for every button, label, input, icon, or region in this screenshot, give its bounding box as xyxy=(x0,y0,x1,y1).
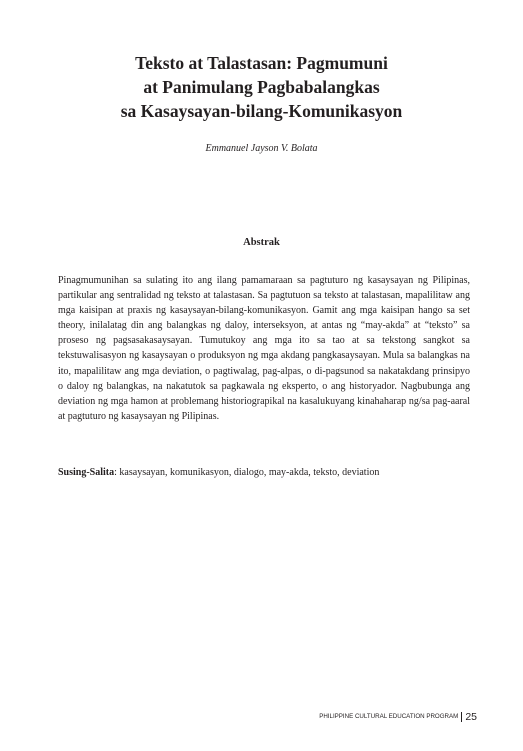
title-line-1: Teksto at Talastasan: Pagmumuni xyxy=(135,53,388,73)
page-number: 25 xyxy=(465,711,477,723)
keywords-label: Susing-Salita xyxy=(58,467,115,478)
abstract-heading: Abstrak xyxy=(243,237,280,248)
keywords xyxy=(58,466,470,480)
title-line-3: sa Kasaysayan-bilang-Komunikasyon xyxy=(120,101,403,121)
author-name: Emmanuel Jayson V. Bolata xyxy=(205,143,318,154)
abstract-body: Pinagmumunihan sa sulating ito ang ilang pamamaraan sa pagtuturo ng kasaysayan ng Pilipinas, partikular ang sentralidad ng teksto at talastasan. Sa pagtutuon sa teksto at talastasan, mapalilitaw ang mga kaisipan at praxis ng kasaysayan-bilang-komunikasyon. Gamit ang mga kaisipan hango sa set theory, inilalatag din ang balangkas ng daloy, interseksyon, at antas ng “may-akda” at “teksto” sa proseso ng pagsasakasaysayan. Tumutukoy ang mga ito sa tao at sa tekstong sangkot sa tekstuwalisasyon ng kasaysayan o produksyon ng mga akdang pangkasaysayan. Mula sa balangkas na ito, mapalilitaw ang mga deviation, o pagtiwalag, pag-alpas, o di-pagsunod sa nakatakdang prinsipyo o daloy ng balangkas, na nakatutok sa pagkawala ng eksperto, o ang historyador. Nagbubunga ang deviation ng mga hamon at problemang historiograpikal na kasalukuyang kinahaharap ng/sa pag-aaral at pagtuturo ng kasaysayan ng Pilipinas. xyxy=(58,275,470,422)
article-title xyxy=(0,51,523,123)
title-line-2: at Panimulang Pagbabalangkas xyxy=(143,77,380,97)
footer-program-name: PHILIPPINE CULTURAL EDUCATION PROGRAM xyxy=(319,713,459,720)
keywords-list: kasaysayan, komunikasyon, dialogo, may-akda, teksto, deviation xyxy=(119,467,380,478)
page-footer xyxy=(319,711,477,723)
keywords-separator: : xyxy=(114,467,120,478)
footer-divider xyxy=(461,712,462,722)
